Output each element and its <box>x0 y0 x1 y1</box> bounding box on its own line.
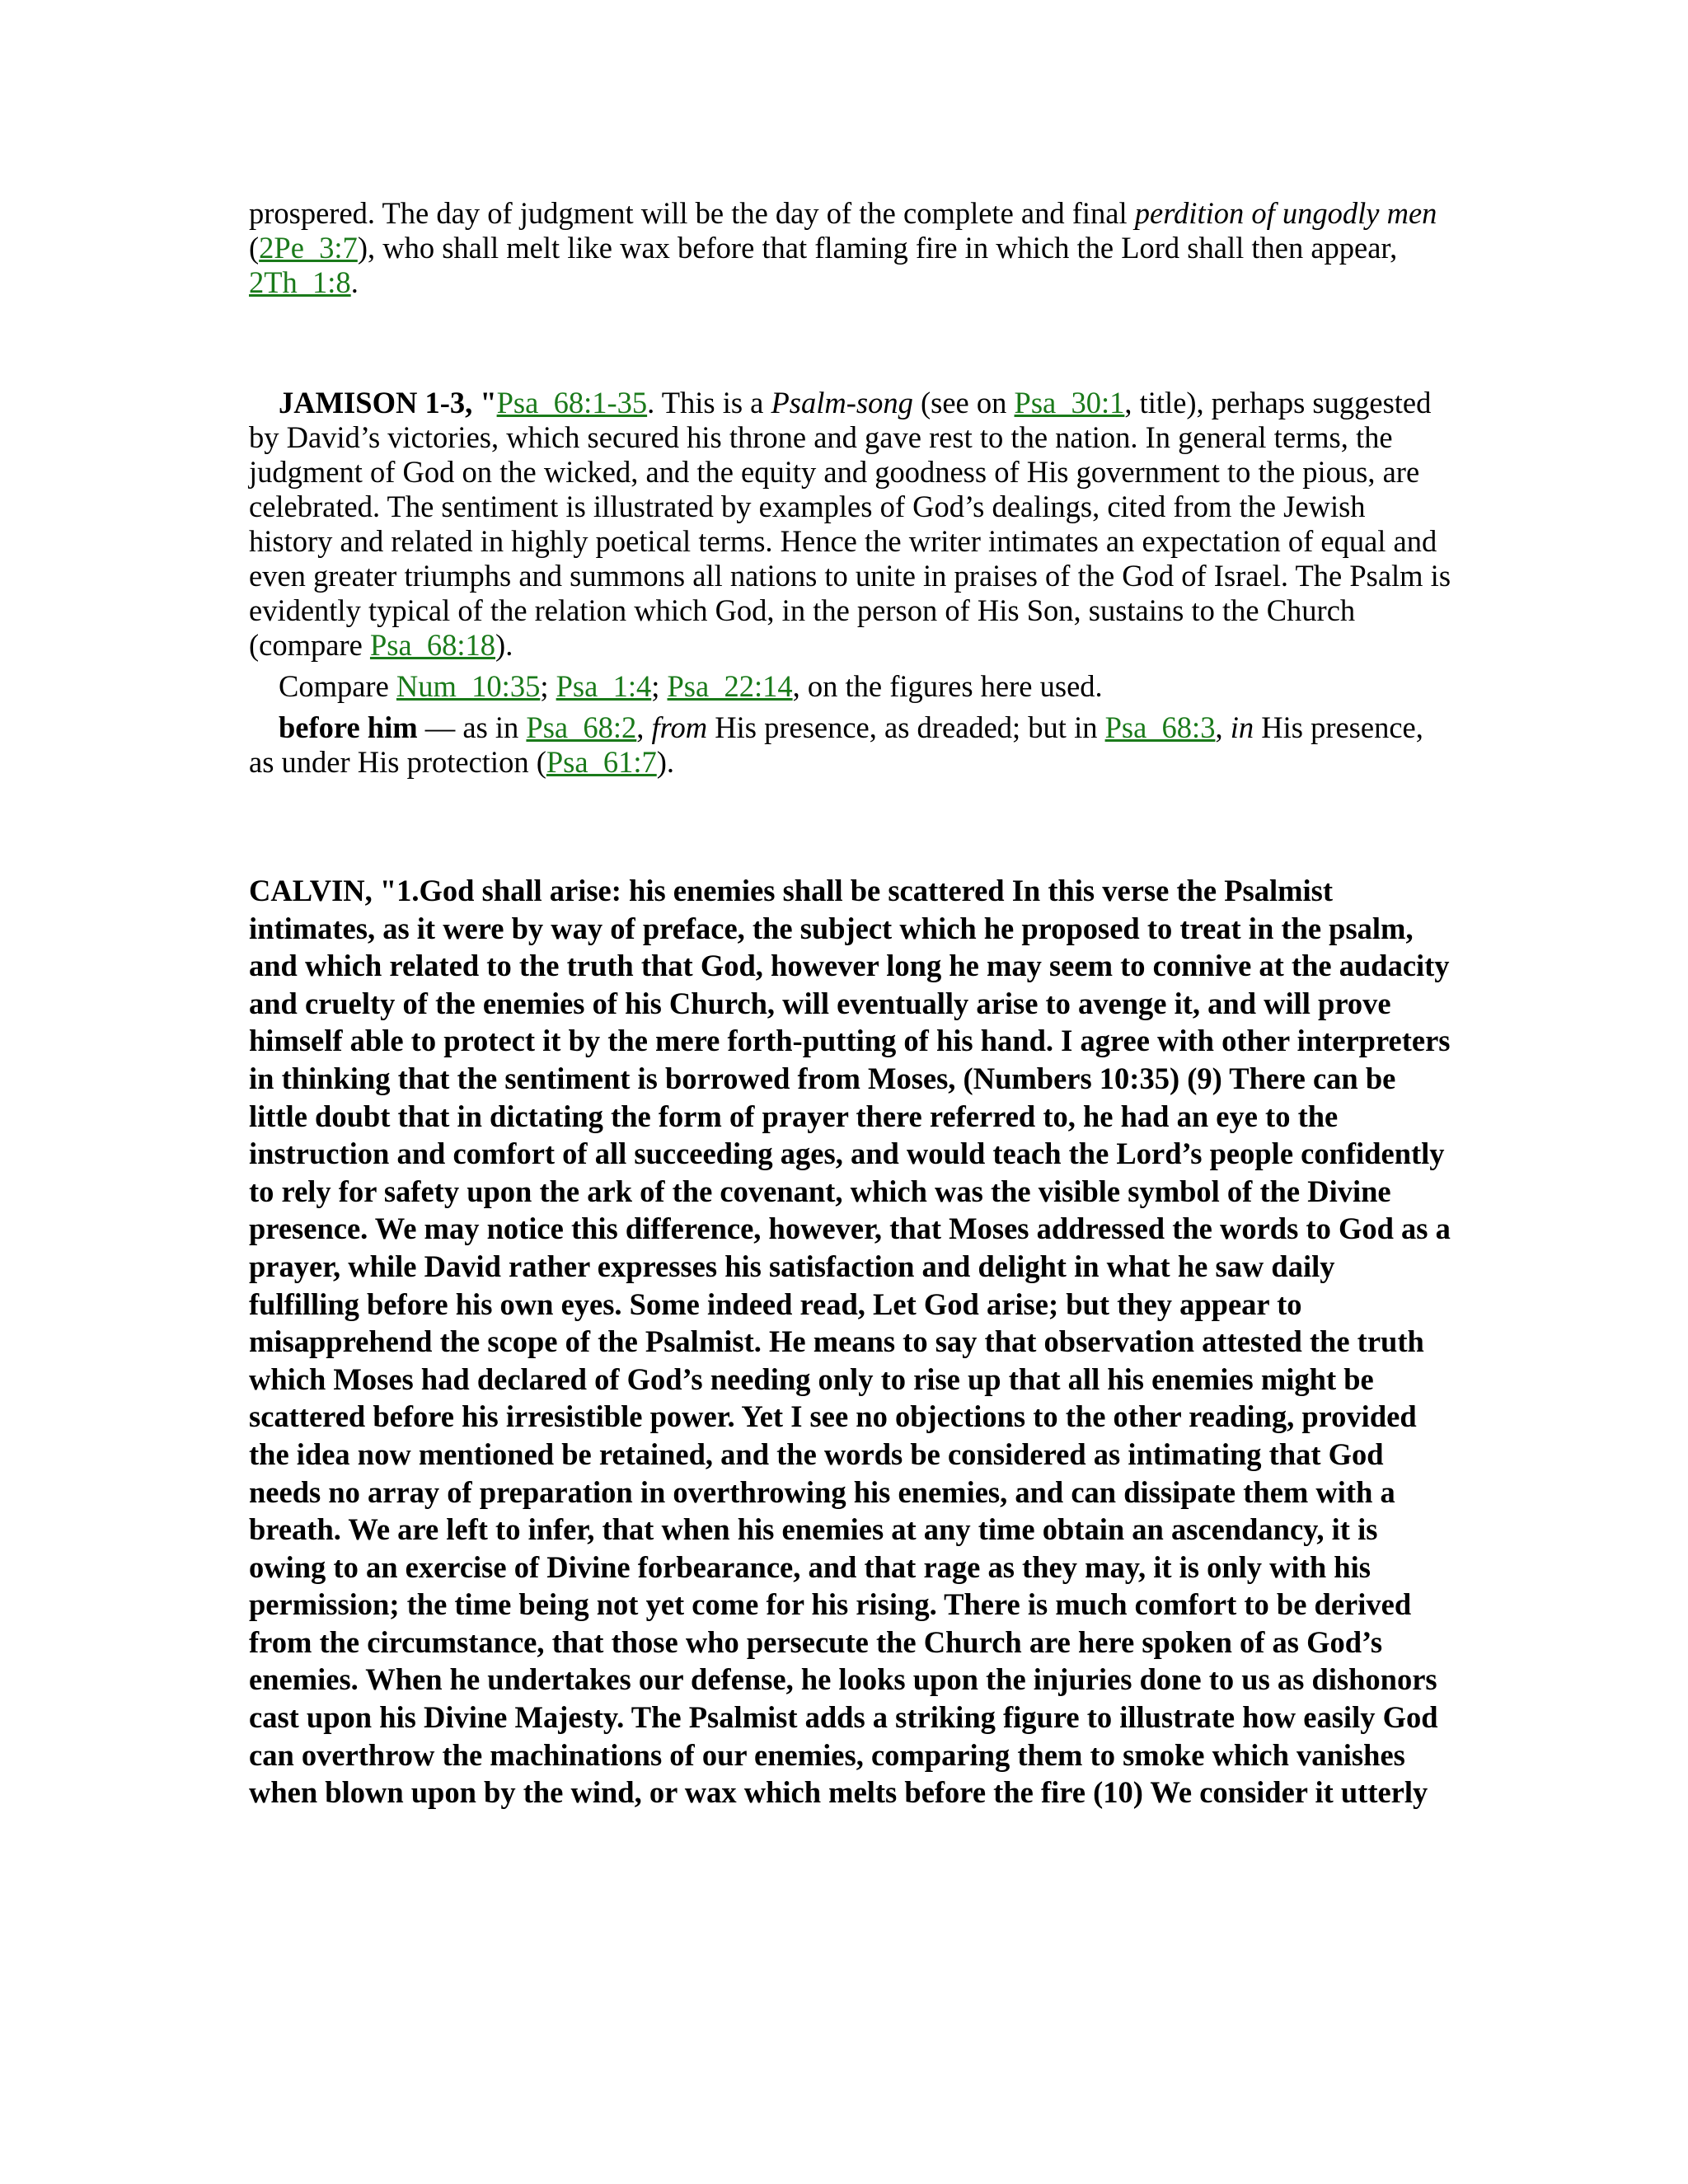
text-run: ; <box>651 669 668 703</box>
text-run: Compare <box>279 669 396 703</box>
scripture-link-psa-1-4[interactable]: Psa_1:4 <box>556 669 652 703</box>
spacer <box>249 704 1452 710</box>
spacer <box>249 663 1452 669</box>
paragraph-perdition <box>249 196 1452 300</box>
scripture-link-psa-61-7[interactable]: Psa_61:7 <box>546 745 657 779</box>
text-run: ), who shall melt like wax before that flaming fire in which the Lord shall then appear, <box>357 231 1398 265</box>
text-run: ). <box>656 745 674 779</box>
scripture-link-psa-68-1-35[interactable]: Psa_68:1-35 <box>496 386 648 419</box>
text-run: ; <box>540 669 556 703</box>
scripture-link-psa-68-18[interactable]: Psa_68:18 <box>369 628 496 662</box>
text-run: , <box>1215 710 1231 744</box>
text-run: , <box>636 710 652 744</box>
commentary-heading-jamison: JAMISON 1-3, " <box>279 386 497 419</box>
paragraph-calvin: CALVIN, "1.God shall arise: his enemies shall be scattered In this verse the Psalmist intimates, as it were by way of preface, the subject which he proposed to treat in the psalm, and which related to the truth that God, however long he may seem to connive at the audacity and cruelty of the enemies of his Church, will eventually arise to avenge it, and will prove himself able to protect it by the mere forth-putting of his hand. I agree with other interpreters in thinking that the sentiment is borrowed from Moses, (Numbers 10:35) (9) There can be little doubt that in dictating the form of prayer there referred to, he had an eye to the instruction and comfort of all succeeding ages, and would teach the Lord’s people confidently to rely for safety upon the ark of the covenant, which was the visible symbol of the Divine presence. We may notice this difference, however, that Moses addressed the words to God as a prayer, while David rather expresses his satisfaction and delight in what he saw daily fulfilling before his own eyes. Some indeed read, Let God arise; but they appear to misapprehend the scope of the Psalmist. He means to say that observation attested the truth which Moses had declared of God’s needing only to rise up that all his enemies might be scattered before his irresistible power. Yet I see no objections to the other reading, provided the idea now mentioned be retained, and the words be considered as intimating that God needs no array of preparation in overthrowing his enemies, and can dissipate them with a breath. We are left to infer, that when his enemies at any time obtain an ascendancy, it is owing to an exercise of Divine forbearance, and that rage as they may, it is only with his permission; the time being not yet come for his rising. There is much comfort to be derived from the circumstance, that those who persecute the Church are here spoken of as God’s enemies. When he undertakes our defense, he looks upon the injuries done to us as dishonors cast upon his Divine Majesty. The Psalmist adds a striking figure to illustrate how easily God can overthrow the machinations of our enemies, comparing them to smoke which vanishes when blown upon by the wind, or wax which melts before the fire (10) We consider it utterly <box>249 874 1451 1810</box>
text-run: , on the figures here used. <box>792 669 1103 703</box>
paragraph-compare <box>249 669 1452 704</box>
paragraph-jamison <box>249 386 1452 663</box>
scripture-link-psa-68-3[interactable]: Psa_68:3 <box>1104 710 1216 744</box>
emphasis-text: from <box>651 710 708 744</box>
scripture-link-num-10-35[interactable]: Num_10:35 <box>396 669 541 703</box>
text-run: prospered. The day of judgment will be the day of the complete and final <box>249 196 1135 230</box>
spacer <box>249 780 1452 872</box>
spacer <box>249 300 1452 386</box>
scripture-link-2pe-3-7[interactable]: 2Pe_3:7 <box>259 231 358 265</box>
scripture-link-psa-22-14[interactable]: Psa_22:14 <box>667 669 793 703</box>
document-page <box>249 196 1452 1811</box>
text-run: , title), perhaps suggested by David’s victories, which secured his throne and gave rest to the nation. In general terms, the judgment of God on the wicked, and the equity and goodness of His government to the pious, are celebrated. The sentiment is illustrated by examples of God’s dealings, cited from the Jewish history and related in highly poetical terms. Hence the writer intimates an expectation of equal and even greater triumphs and summons all nations to unite in praises of the God of Israel. The Psalm is evidently typical of the relation which God, in the person of His Son, sustains to the Church (compare <box>249 386 1451 662</box>
text-run: His presence, as dreaded; but in <box>707 710 1105 744</box>
text-run: (see on <box>912 386 1015 419</box>
emphasis-text: in <box>1230 710 1254 744</box>
text-run: ). <box>495 628 513 662</box>
text-run: His presence, as under His protection ( <box>249 710 1423 779</box>
scripture-link-psa-68-2[interactable]: Psa_68:2 <box>526 710 637 744</box>
text-run: ( <box>249 231 260 265</box>
text-run: . This is a <box>647 386 771 419</box>
paragraph-before-him <box>249 710 1452 780</box>
scripture-link-psa-30-1[interactable]: Psa_30:1 <box>1014 386 1125 419</box>
text-run: . <box>350 265 359 299</box>
text-run: — as in <box>417 710 527 744</box>
term-before-him: before him <box>279 710 418 744</box>
scripture-link-2th-1-8[interactable]: 2Th_1:8 <box>249 265 351 299</box>
emphasis-text: Psalm-song <box>771 386 913 419</box>
emphasis-text: perdition of ungodly men <box>1134 196 1437 230</box>
